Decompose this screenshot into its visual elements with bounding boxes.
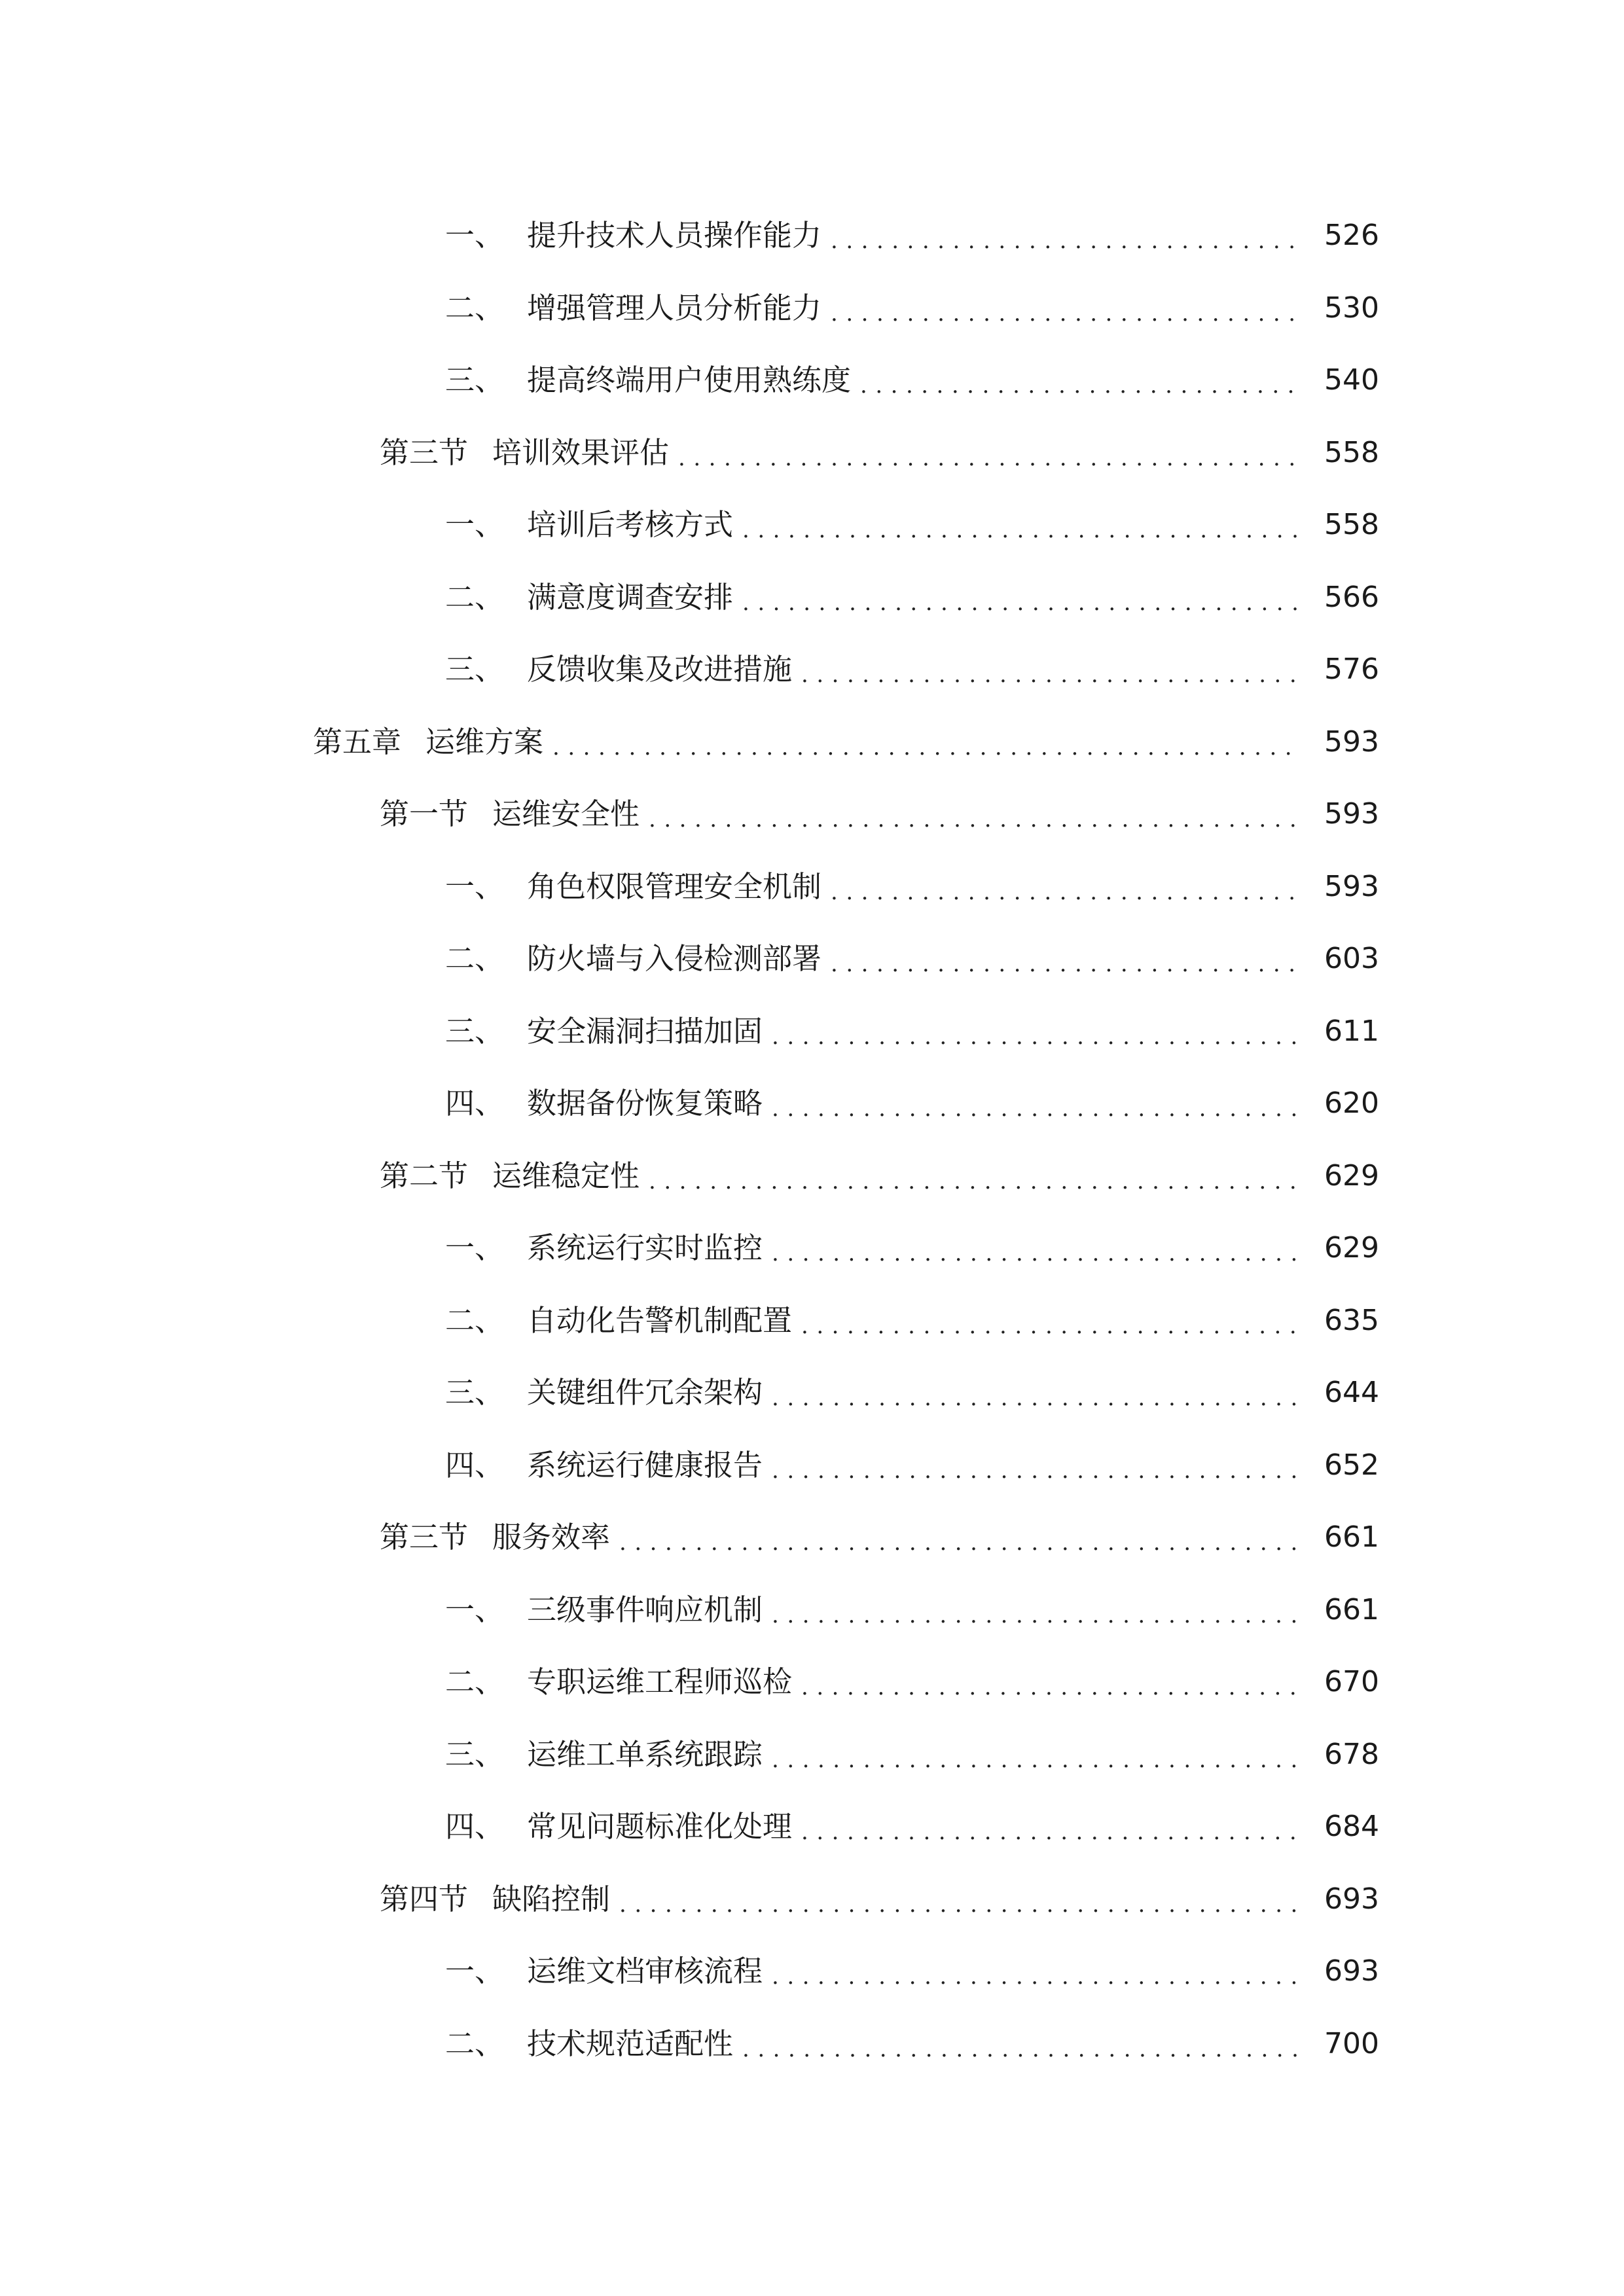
toc-entry-label bbox=[445, 1446, 763, 1485]
toc-entry-label bbox=[445, 1301, 792, 1340]
dot-leader bbox=[619, 1880, 1299, 1919]
dot-leader bbox=[860, 361, 1299, 400]
toc-entry-label bbox=[445, 578, 733, 617]
toc-entry-label bbox=[445, 1373, 763, 1412]
dot-leader bbox=[801, 650, 1299, 689]
toc-entry-page-number: 540 bbox=[1324, 363, 1379, 397]
toc-entry-label bbox=[380, 1518, 610, 1557]
toc-entry-number: 一、 bbox=[445, 1954, 505, 1989]
toc-entry-label bbox=[445, 939, 821, 978]
dot-leader bbox=[678, 433, 1299, 473]
toc-entry-label bbox=[445, 1735, 763, 1774]
toc-entry-title: 提升技术人员操作能力 bbox=[527, 218, 822, 253]
toc-entry-title: 提高终端用户使用熟练度 bbox=[527, 363, 852, 398]
toc-entry-item[interactable] bbox=[0, 200, 1624, 272]
toc-entry-title: 培训效果评估 bbox=[492, 435, 670, 470]
toc-entry-number: 第二节 bbox=[380, 1158, 469, 1193]
toc-entry-item[interactable] bbox=[0, 489, 1624, 562]
toc-entry-title: 防火墙与入侵检测部署 bbox=[527, 941, 822, 977]
toc-entry-title: 常见问题标准化处理 bbox=[527, 1809, 793, 1844]
toc-entry-title: 三级事件响应机制 bbox=[527, 1592, 763, 1627]
toc-entry-number: 一、 bbox=[445, 218, 505, 253]
toc-entry-number: 一、 bbox=[445, 507, 505, 543]
toc-entry-number: 三、 bbox=[445, 1736, 505, 1772]
toc-entry-number: 四、 bbox=[445, 1447, 505, 1482]
toc-entry-title: 满意度调查安排 bbox=[527, 579, 734, 615]
toc-entry-title: 角色权限管理安全机制 bbox=[527, 869, 822, 904]
toc-entry-page-number: 593 bbox=[1324, 869, 1379, 903]
toc-entry-number: 一、 bbox=[445, 869, 505, 904]
toc-entry-title: 运维工单系统跟踪 bbox=[527, 1736, 763, 1772]
toc-entry-item[interactable] bbox=[0, 1429, 1624, 1502]
toc-entry-page-number: 635 bbox=[1324, 1303, 1379, 1337]
toc-entry-page-number: 620 bbox=[1324, 1086, 1379, 1121]
toc-entry-page-number: 530 bbox=[1324, 291, 1379, 325]
toc-entry-label bbox=[313, 723, 543, 762]
dot-leader bbox=[772, 1590, 1299, 1630]
toc-entry-item[interactable] bbox=[0, 1646, 1624, 1719]
toc-entry-page-number: 576 bbox=[1324, 653, 1379, 687]
dot-leader bbox=[742, 2024, 1299, 2064]
dot-leader bbox=[772, 1446, 1299, 1485]
dot-leader bbox=[801, 1807, 1299, 1846]
toc-entry-item[interactable] bbox=[0, 851, 1624, 924]
toc-entry-item[interactable] bbox=[0, 272, 1624, 345]
toc-entry-title: 运维稳定性 bbox=[492, 1158, 640, 1193]
toc-entry-title: 增强管理人员分析能力 bbox=[527, 290, 822, 325]
toc-entry-item[interactable] bbox=[0, 1285, 1624, 1357]
toc-entry-number: 三、 bbox=[445, 1375, 505, 1410]
toc-entry-item[interactable] bbox=[0, 344, 1624, 417]
toc-entry-title: 数据备份恢复策略 bbox=[527, 1086, 763, 1121]
toc-entry-section[interactable] bbox=[0, 1501, 1624, 1574]
toc-entry-section[interactable] bbox=[0, 1140, 1624, 1213]
toc-entry-page-number: 593 bbox=[1324, 797, 1379, 831]
toc-entry-page-number: 700 bbox=[1324, 2026, 1379, 2060]
toc-entry-title: 运维方案 bbox=[425, 724, 544, 759]
toc-entry-number: 第四节 bbox=[380, 1881, 469, 1916]
toc-entry-item[interactable] bbox=[0, 1357, 1624, 1429]
toc-entry-number: 四、 bbox=[445, 1809, 505, 1844]
toc-entry-number: 三、 bbox=[445, 363, 505, 398]
toc-entry-title: 缺陷控制 bbox=[492, 1881, 611, 1916]
dot-leader bbox=[772, 1735, 1299, 1774]
toc-entry-item[interactable] bbox=[0, 634, 1624, 706]
toc-entry-page-number: 593 bbox=[1324, 725, 1379, 759]
toc-entry-number: 二、 bbox=[445, 290, 505, 325]
toc-entry-page-number: 603 bbox=[1324, 942, 1379, 976]
toc-entry-label bbox=[445, 1662, 792, 1702]
toc-entry-item[interactable] bbox=[0, 1212, 1624, 1285]
toc-entry-number: 三、 bbox=[445, 1013, 505, 1049]
toc-entry-number: 二、 bbox=[445, 1302, 505, 1338]
dot-leader bbox=[801, 1662, 1299, 1702]
dot-leader bbox=[619, 1518, 1299, 1557]
toc-entry-page-number: 670 bbox=[1324, 1665, 1379, 1699]
toc-entry-number: 四、 bbox=[445, 1086, 505, 1121]
dot-leader bbox=[772, 1952, 1299, 1991]
toc-entry-page-number: 644 bbox=[1324, 1376, 1379, 1410]
toc-entry-number: 一、 bbox=[445, 1592, 505, 1627]
toc-entry-label bbox=[445, 2024, 733, 2064]
toc-entry-page-number: 526 bbox=[1324, 219, 1379, 253]
toc-entry-title: 关键组件冗余架构 bbox=[527, 1375, 763, 1410]
dot-leader bbox=[831, 216, 1299, 255]
toc-entry-title: 运维安全性 bbox=[492, 797, 640, 832]
dot-leader bbox=[772, 1373, 1299, 1412]
toc-entry-section[interactable] bbox=[0, 417, 1624, 490]
toc-entry-label bbox=[445, 650, 792, 689]
toc-entry-page-number: 558 bbox=[1324, 508, 1379, 542]
toc-entry-title: 运维文档审核流程 bbox=[527, 1954, 763, 1989]
toc-entry-number: 二、 bbox=[445, 579, 505, 615]
dot-leader bbox=[772, 1084, 1299, 1123]
toc-entry-label bbox=[380, 1880, 610, 1919]
table-of-contents bbox=[0, 200, 1624, 2080]
toc-entry-number: 二、 bbox=[445, 2026, 505, 2061]
toc-entry-section[interactable] bbox=[0, 778, 1624, 851]
toc-entry-label bbox=[380, 795, 640, 834]
toc-entry-page-number: 629 bbox=[1324, 1158, 1379, 1193]
toc-entry-number: 一、 bbox=[445, 1230, 505, 1266]
toc-entry-label bbox=[445, 867, 821, 906]
dot-leader bbox=[772, 1229, 1299, 1268]
dot-leader bbox=[552, 723, 1299, 762]
dot-leader bbox=[801, 1301, 1299, 1340]
dot-leader bbox=[742, 505, 1299, 545]
toc-entry-label bbox=[445, 1952, 763, 1991]
toc-entry-label bbox=[445, 1590, 763, 1630]
toc-entry-number: 第一节 bbox=[380, 797, 469, 832]
toc-entry-label bbox=[445, 1084, 763, 1123]
toc-entry-label bbox=[445, 289, 821, 328]
dot-leader bbox=[742, 578, 1299, 617]
toc-entry-page-number: 566 bbox=[1324, 580, 1379, 614]
toc-entry-page-number: 611 bbox=[1324, 1014, 1379, 1048]
toc-entry-label bbox=[445, 361, 851, 400]
toc-entry-page-number: 693 bbox=[1324, 1954, 1379, 1988]
toc-entry-page-number: 693 bbox=[1324, 1882, 1379, 1916]
toc-entry-page-number: 678 bbox=[1324, 1737, 1379, 1771]
toc-entry-number: 第三节 bbox=[380, 435, 469, 470]
toc-entry-label bbox=[380, 1157, 640, 1196]
dot-leader bbox=[649, 1157, 1299, 1196]
toc-entry-item[interactable] bbox=[0, 562, 1624, 634]
toc-entry-label bbox=[445, 1229, 763, 1268]
toc-entry-title: 技术规范适配性 bbox=[527, 2026, 734, 2061]
toc-entry-item[interactable] bbox=[0, 1067, 1624, 1140]
toc-entry-title: 自动化告警机制配置 bbox=[527, 1302, 793, 1338]
toc-entry-title: 专职运维工程师巡检 bbox=[527, 1664, 793, 1700]
dot-leader bbox=[831, 867, 1299, 906]
dot-leader bbox=[831, 289, 1299, 328]
dot-leader bbox=[649, 795, 1299, 834]
toc-entry-label bbox=[445, 1012, 763, 1051]
toc-entry-page-number: 558 bbox=[1324, 435, 1379, 469]
toc-entry-title: 反馈收集及改进措施 bbox=[527, 652, 793, 687]
toc-entry-section[interactable] bbox=[0, 1863, 1624, 1936]
toc-entry-label bbox=[380, 433, 669, 473]
toc-entry-number: 二、 bbox=[445, 941, 505, 977]
toc-entry-label bbox=[445, 505, 733, 545]
toc-entry-item[interactable] bbox=[0, 1719, 1624, 1791]
dot-leader bbox=[772, 1012, 1299, 1051]
toc-entry-page-number: 684 bbox=[1324, 1810, 1379, 1844]
toc-entry-number: 二、 bbox=[445, 1664, 505, 1700]
toc-entry-label bbox=[445, 216, 821, 255]
toc-entry-title: 安全漏洞扫描加固 bbox=[527, 1013, 763, 1049]
toc-entry-number: 三、 bbox=[445, 652, 505, 687]
toc-entry-title: 培训后考核方式 bbox=[527, 507, 734, 543]
toc-entry-number: 第三节 bbox=[380, 1520, 469, 1555]
toc-entry-item[interactable] bbox=[0, 923, 1624, 996]
toc-entry-item[interactable] bbox=[0, 996, 1624, 1068]
toc-entry-page-number: 652 bbox=[1324, 1448, 1379, 1482]
dot-leader bbox=[831, 939, 1299, 978]
toc-entry-title: 系统运行健康报告 bbox=[527, 1447, 763, 1482]
toc-entry-page-number: 661 bbox=[1324, 1520, 1379, 1554]
toc-entry-page-number: 629 bbox=[1324, 1231, 1379, 1265]
toc-entry-label bbox=[445, 1807, 792, 1846]
toc-entry-title: 系统运行实时监控 bbox=[527, 1230, 763, 1266]
toc-entry-number: 第五章 bbox=[313, 724, 402, 759]
toc-entry-page-number: 661 bbox=[1324, 1592, 1379, 1626]
toc-entry-item[interactable] bbox=[0, 1935, 1624, 2008]
toc-entry-title: 服务效率 bbox=[492, 1520, 611, 1555]
toc-entry-item[interactable] bbox=[0, 1791, 1624, 1863]
toc-entry-chapter[interactable] bbox=[0, 706, 1624, 779]
toc-entry-item[interactable] bbox=[0, 2008, 1624, 2081]
toc-entry-item[interactable] bbox=[0, 1574, 1624, 1647]
